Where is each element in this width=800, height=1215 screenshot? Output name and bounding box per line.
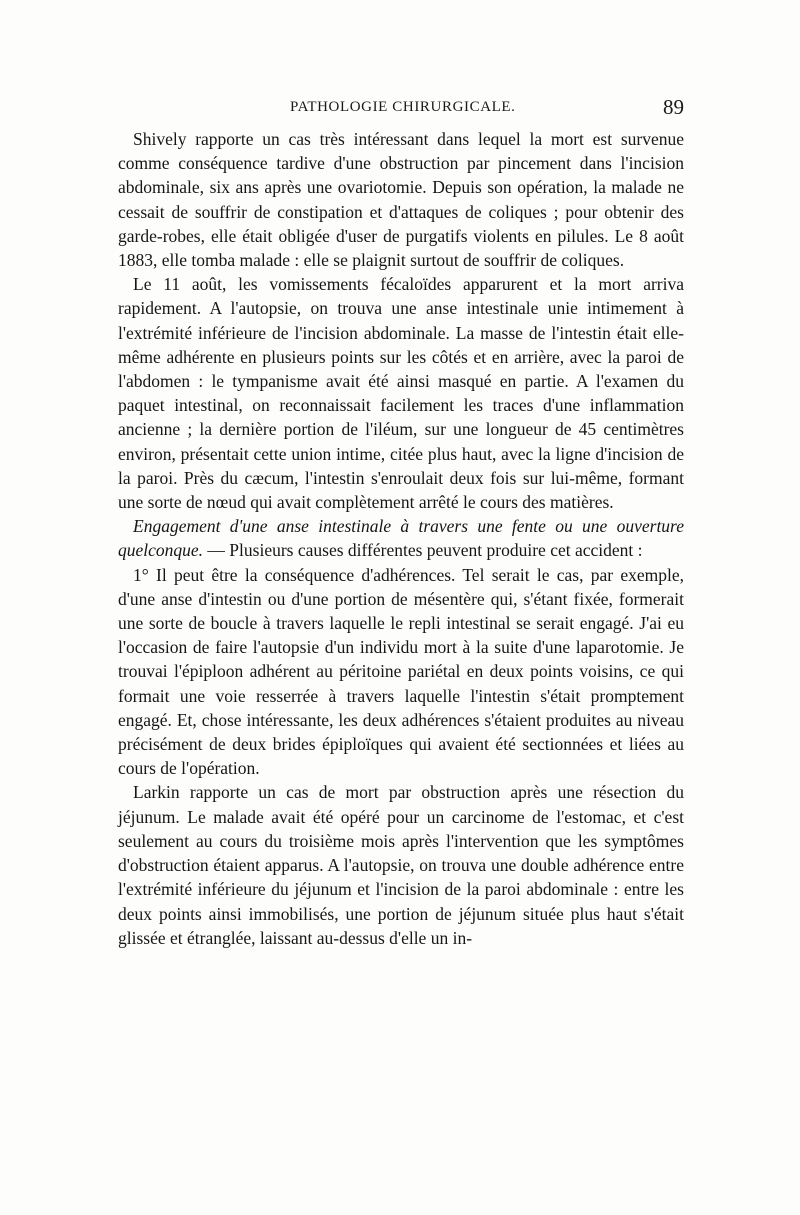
running-title: PATHOLOGIE CHIRURGICALE. [290, 99, 516, 115]
body-text [118, 127, 684, 950]
paragraph-engagement [118, 514, 684, 562]
page-number: 89 [663, 95, 684, 119]
section-heading-engagement: Engagement d'une anse intestinale à travers une fente ou une ouverture quelconque. [118, 516, 684, 561]
paragraph-shively: Shively rapporte un cas très intéressant dans lequel la mort est survenue comme conséquence tardive d'une obstruction par pincement dans l'incision abdominale, six ans après une ovariotomie. Depuis son opération, la malade ne cessait de souffrir de constipation et d'attaques de coliques ; pour obtenir des garde-robes, elle était obligée d'user de purgatifs violents en pilules. Le 8 août 1883, elle tomba malade : elle se plaignit surtout de souffrir de coliques. [118, 129, 684, 271]
paragraph-autopsy: Le 11 août, les vomissements fécaloïdes apparurent et la mort arriva rapidement. A l'autopsie, on trouva une anse intestinale unie intimement à l'extrémité inférieure de l'incision abdominale. La masse de l'intestin était elle-même adhérente en plusieurs points sur les côtés et en arrière, avec la paroi de l'abdomen : le tympanisme avait été ainsi masqué en partie. A l'examen du paquet intestinal, on reconnaissait facilement les traces d'une inflammation ancienne ; la dernière portion de l'iléum, sur une longueur de 45 centimètres environ, présentait cette union intime, citée plus haut, avec la ligne d'incision de la paroi. Près du cæcum, l'intestin s'enroulait deux fois sur lui-même, formant une sorte de nœud qui avait complètement arrêté le cours des matières. [118, 274, 684, 513]
page-header [118, 95, 684, 125]
paragraph-adhesions: 1° Il peut être la conséquence d'adhérences. Tel serait le cas, par exemple, d'une anse d'intestin ou d'une portion de mésentère qui, s'étant fixée, formerait une sorte de boucle à travers laquelle le repli intestinal se serait engagé. J'ai eu l'occasion de faire l'autopsie d'un individu mort à la suite d'une laparotomie. Je trouvai l'épiploon adhérent au péritoine pariétal en deux points voisins, ce qui formait une voie resserrée à travers laquelle l'intestin s'était promptement engagé. Et, chose intéressante, les deux adhérences s'étaient produites au niveau précisément de deux brides épiploïques qui avaient été sectionnées et liées au cours de l'opération. [118, 564, 684, 779]
paragraph-engagement-text: — Plusieurs causes différentes peuvent produire cet accident : [203, 540, 643, 561]
paragraph-larkin: Larkin rapporte un cas de mort par obstruction après une résection du jéjunum. Le malade avait été opéré pour un carcinome de l'estomac, et c'est seulement au cours du troisième mois après l'intervention que les symptômes d'obstruction étaient apparus. A l'autopsie, on trouva une double adhérence entre l'extrémité inférieure du jéjunum et l'incision de la paroi abdominale : entre les deux points ainsi immobilisés, une portion de jéjunum située plus haut s'était glissée et étranglée, laissant au-dessus d'elle un in- [118, 782, 684, 948]
